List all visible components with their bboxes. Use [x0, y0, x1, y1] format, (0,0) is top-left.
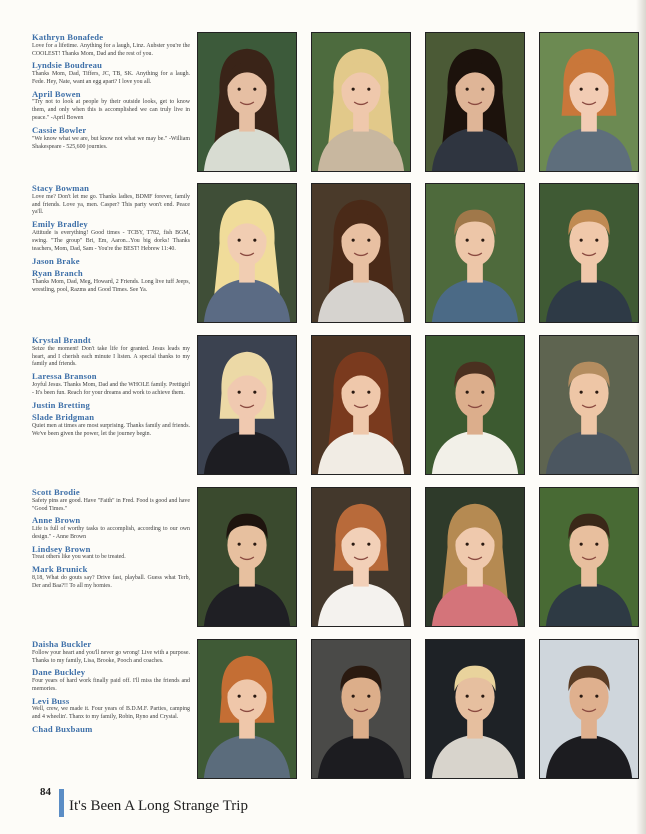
portrait-eye — [595, 543, 598, 546]
portrait-eye — [352, 391, 355, 394]
portrait-eye — [481, 543, 484, 546]
student-quote: Love for a lifetime. Anything for a laugh, Linz. Aubster you're the COOLEST! Thanks Mom, Dad and the rest of you. — [32, 42, 190, 57]
student-portrait — [425, 183, 525, 323]
student-quote: Seize the moment! Don't take life for granted. Jesus leads my heart, and I cherish each minute I listen. A special thanks to my family and friends. — [32, 345, 190, 368]
student-quote: Four years of hard work finally paid off. I'll miss the friends and memories. — [32, 678, 190, 692]
student-portrait — [311, 32, 411, 172]
student-quote: Safety pins are good. Have "Faith" in Fred. Food is good and have "Good Times." — [32, 497, 190, 512]
portrait-eye — [580, 239, 583, 242]
student-entry — [32, 412, 190, 438]
student-quote: Attitude is everything! Good times - TCBY, T782, fish BGM, swing. "The group" Bri, Em, Aaron...You big dorks! Thanks teachers, Mom, Dad, Sam - You're the BEST! Hebrew 11:40. — [32, 229, 190, 252]
student-quote: Follow your heart and you'll never go wrong! Live with a purpose. Thanks to my family, Lisa, Brooke, Pooch and coaches. — [32, 649, 190, 664]
student-entry — [32, 335, 190, 369]
student-name: Anne Brown — [32, 515, 81, 526]
student-portrait — [425, 639, 525, 779]
student-name: Dane Buckley — [32, 667, 86, 678]
student-quote: Life is full of worthy tasks to accomplish, according to our own design." - Anne Brown — [32, 526, 190, 540]
photo-row-1 — [197, 32, 640, 172]
student-portrait — [311, 639, 411, 779]
student-portrait — [539, 487, 639, 627]
student-quote: Treat others like you want to be treated. — [32, 554, 126, 561]
portrait-eye — [238, 391, 241, 394]
student-name: Scott Brodie — [32, 487, 80, 497]
student-portrait — [197, 335, 297, 475]
student-name: Jason Brake — [32, 255, 80, 266]
student-entry — [32, 400, 190, 411]
portrait-eye — [253, 391, 256, 394]
student-name: Cassie Bowler — [32, 125, 87, 136]
student-portrait — [311, 183, 411, 323]
photo-row-3 — [197, 335, 640, 475]
student-portrait — [197, 639, 297, 779]
student-entry — [32, 89, 190, 123]
portrait-eye — [580, 391, 583, 394]
portrait-graphic — [198, 640, 296, 778]
portrait-graphic — [312, 488, 410, 626]
student-quote: Quiet men at times are most surprising. Thanks family and friends. We've been given the power, let the journey begin. — [32, 422, 190, 437]
portrait-eye — [367, 543, 370, 546]
portrait-eye — [595, 391, 598, 394]
student-portrait — [311, 335, 411, 475]
student-entry — [32, 639, 190, 665]
portrait-eye — [595, 88, 598, 91]
portrait-eye — [580, 695, 583, 698]
portrait-graphic — [540, 33, 638, 171]
student-entry — [32, 724, 190, 735]
portrait-eye — [352, 239, 355, 242]
student-quote: "Try not to look at people by their outside looks, get to know them, and only when this is accomplished we can truly live in peace." -April Bowen — [32, 99, 190, 122]
student-name: April Bowen — [32, 88, 81, 99]
student-name: Levi Buss — [32, 695, 70, 706]
student-name: Slade Bridgman — [32, 412, 95, 423]
page-number: 84 — [40, 786, 51, 798]
student-entry — [32, 564, 190, 590]
portrait-eye — [466, 239, 469, 242]
student-quote: Thanks Mom, Dad, Meg, Howard, 2 Friends. Long live tuff Jeeps, wrestling, pool, Razms and Good Times. See Ya. — [32, 278, 190, 293]
student-portrait — [425, 335, 525, 475]
student-quote: Love me? Don't let me go. Thanks ladies, BDMF forever, family and friends. Love ya, men. Casper? This party won't end. Peace ya'll. — [32, 193, 190, 216]
student-entry — [32, 268, 190, 294]
portrait-graphic — [540, 184, 638, 322]
student-name: Lindsey Brown — [32, 543, 91, 554]
student-entry — [32, 487, 190, 513]
student-portrait — [539, 335, 639, 475]
portrait-eye — [466, 543, 469, 546]
portrait-eye — [481, 391, 484, 394]
portrait-eye — [253, 695, 256, 698]
portrait-eye — [238, 239, 241, 242]
portrait-eye — [352, 695, 355, 698]
student-entry — [32, 371, 190, 397]
portrait-eye — [466, 88, 469, 91]
photo-row-4 — [197, 487, 640, 627]
photo-row-2 — [197, 183, 640, 323]
portrait-eye — [253, 239, 256, 242]
portrait-graphic — [198, 336, 296, 474]
student-entry — [32, 125, 190, 151]
student-quote: 8,18, What do gouts say? Drive fast, playball. Guess what Terb, Der and Baa?!! To all my homies. — [32, 574, 190, 589]
student-name: Stacy Bowman — [32, 183, 90, 193]
student-entry — [32, 667, 190, 693]
student-quote: Well, crew, we made it. Four years of B.D.M.F. Parties, camping and 4 wheelin'. Thanx to my family, Robin, Ryno and Crystal. — [32, 706, 190, 721]
portrait-graphic — [540, 640, 638, 778]
portrait-eye — [580, 88, 583, 91]
portrait-eye — [481, 88, 484, 91]
portrait-graphic — [426, 488, 524, 626]
portrait-eye — [367, 391, 370, 394]
portrait-eye — [481, 239, 484, 242]
portrait-eye — [580, 543, 583, 546]
name-block-4 — [32, 487, 190, 593]
portrait-eye — [466, 391, 469, 394]
portrait-eye — [595, 239, 598, 242]
portrait-graphic — [426, 184, 524, 322]
student-entry — [32, 60, 190, 86]
portrait-eye — [367, 239, 370, 242]
portrait-graphic — [312, 33, 410, 171]
student-portrait — [539, 32, 639, 172]
portrait-graphic — [426, 336, 524, 474]
student-portrait — [539, 183, 639, 323]
portrait-eye — [253, 543, 256, 546]
student-entry — [32, 32, 190, 58]
portrait-graphic — [426, 640, 524, 778]
student-name: Daisha Buckler — [32, 639, 92, 649]
portrait-graphic — [312, 184, 410, 322]
portrait-eye — [367, 695, 370, 698]
student-entry — [32, 544, 190, 563]
student-name: Chad Buxbaum — [32, 724, 93, 735]
portrait-eye — [238, 543, 241, 546]
portrait-eye — [352, 88, 355, 91]
student-name: Kathryn Bonafede — [32, 32, 104, 42]
student-quote: Joyful Jesus. Thanks Mom, Dad and the WHOLE family. Prettigirl - It's been fun. Reach for your dreams and work to achieve them. — [32, 381, 190, 396]
portrait-graphic — [426, 33, 524, 171]
student-portrait — [539, 639, 639, 779]
portrait-eye — [238, 695, 241, 698]
portrait-eye — [481, 695, 484, 698]
portrait-graphic — [540, 488, 638, 626]
portrait-eye — [238, 88, 241, 91]
student-quote: "We know what we are, but know not what we may be." -William Shakespeare - 525,600 journies. — [32, 135, 190, 150]
student-entry — [32, 696, 190, 722]
footer-title: It's Been A Long Strange Trip — [69, 798, 248, 814]
student-entry — [32, 515, 190, 541]
student-portrait — [425, 487, 525, 627]
name-block-3 — [32, 335, 190, 441]
name-block-1 — [32, 32, 190, 154]
student-name: Lyndsie Boudreau — [32, 60, 103, 71]
student-portrait — [311, 487, 411, 627]
student-portrait — [197, 32, 297, 172]
portrait-eye — [352, 543, 355, 546]
portrait-graphic — [540, 336, 638, 474]
photo-row-5 — [197, 639, 640, 779]
portrait-eye — [367, 88, 370, 91]
portrait-graphic — [198, 488, 296, 626]
portrait-graphic — [198, 33, 296, 171]
portrait-graphic — [198, 184, 296, 322]
student-portrait — [197, 487, 297, 627]
student-quote: Thanks Mom, Dad, Tiffers, JC, TB, SK. Anything for a laugh. Fede. Hey, Nate, want an egg apart? I love you all. — [32, 71, 190, 85]
student-portrait — [197, 183, 297, 323]
portrait-eye — [253, 88, 256, 91]
portrait-graphic — [312, 640, 410, 778]
student-name: Krystal Brandt — [32, 335, 91, 345]
name-block-5 — [32, 639, 190, 737]
student-name: Laressa Branson — [32, 371, 97, 382]
portrait-graphic — [312, 336, 410, 474]
portrait-eye — [595, 695, 598, 698]
student-name: Emily Bradley — [32, 219, 88, 230]
name-block-2 — [32, 183, 190, 297]
student-entry — [32, 183, 190, 217]
student-entry — [32, 219, 190, 253]
student-entry — [32, 256, 190, 267]
student-name: Mark Brunick — [32, 564, 88, 575]
student-name: Justin Bretting — [32, 399, 90, 410]
portrait-eye — [466, 695, 469, 698]
footer-accent-bar — [59, 789, 64, 817]
student-name: Ryan Branch — [32, 268, 83, 279]
student-portrait — [425, 32, 525, 172]
